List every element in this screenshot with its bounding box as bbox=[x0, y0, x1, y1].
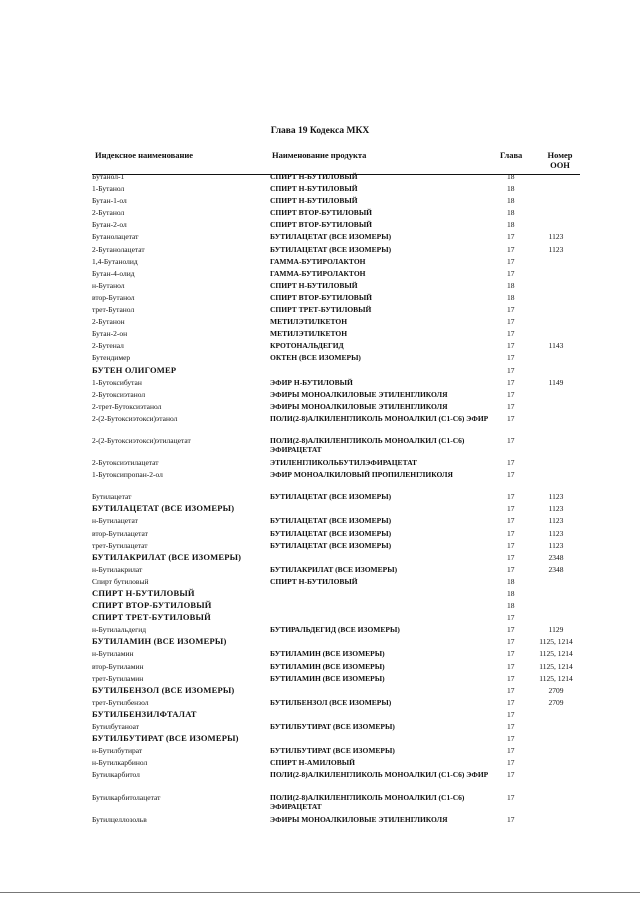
product-name-cell: ПОЛИ(2-8)АЛКИЛЕНГЛИКОЛЬ МОНОАЛКИЛ (С1-С6) ЭФИР bbox=[270, 413, 489, 423]
product-name-cell: БУТИЛАЦЕТАТ (ВСЕ ИЗОМЕРЫ) bbox=[270, 492, 392, 502]
index-name-cell: трет-Бутилацетат bbox=[92, 540, 148, 550]
chapter-cell: 18 bbox=[507, 184, 515, 194]
product-name-cell: БУТИЛАМИН (ВСЕ ИЗОМЕРЫ) bbox=[270, 673, 385, 683]
index-name-cell: 2-трет-Бутоксиэтанол bbox=[92, 401, 162, 411]
index-name-cell: 1-Бутоксипропан-2-ол bbox=[92, 470, 163, 480]
index-name-cell: 2-Бутанон bbox=[92, 317, 125, 327]
index-name-cell: 2-Бутенал bbox=[92, 341, 124, 351]
table-row bbox=[0, 293, 640, 305]
product-name-cell: БУТИЛАКРИЛАТ (ВСЕ ИЗОМЕРЫ) bbox=[270, 564, 398, 574]
un-number-cell: 2348 bbox=[548, 552, 564, 562]
chapter-cell: 17 bbox=[507, 389, 515, 399]
un-number-cell: 1123 bbox=[548, 516, 564, 526]
product-name-cell: БУТИЛАЦЕТАТ (ВСЕ ИЗОМЕРЫ) bbox=[270, 540, 392, 550]
table-row bbox=[0, 504, 640, 516]
chapter-cell: 17 bbox=[507, 625, 515, 635]
chapter-cell: 17 bbox=[507, 734, 515, 744]
chapter-cell: 17 bbox=[507, 685, 515, 695]
index-name-cell: 2-(2-Бутоксиэтокси)этанол bbox=[92, 413, 178, 423]
index-name-cell: н-Бутилкарбинол bbox=[92, 758, 148, 768]
un-number-cell: 1123 bbox=[548, 528, 564, 538]
chapter-cell: 17 bbox=[507, 637, 515, 647]
chapter-cell: 17 bbox=[507, 470, 515, 480]
chapter-cell: 17 bbox=[507, 401, 515, 411]
header-un-number: Номер ООН bbox=[547, 150, 573, 170]
chapter-cell: 17 bbox=[507, 540, 515, 550]
product-name-cell: ЭФИРЫ МОНОАЛКИЛОВЫЕ ЭТИЛЕНГЛИКОЛЯ bbox=[270, 401, 448, 411]
product-name-cell: БУТИЛБЕНЗОЛ (ВСЕ ИЗОМЕРЫ) bbox=[270, 697, 392, 707]
table-row bbox=[0, 402, 640, 414]
un-number-cell: 1123 bbox=[548, 540, 564, 550]
index-name-cell: СПИРТ ТРЕТ-БУТИЛОВЫЙ bbox=[92, 612, 211, 623]
index-name-cell: БУТИЛБЕНЗИЛФТАЛАТ bbox=[92, 708, 197, 719]
table-row bbox=[0, 232, 640, 244]
chapter-cell: 18 bbox=[507, 280, 515, 290]
table-row bbox=[0, 208, 640, 220]
chapter-cell: 17 bbox=[507, 232, 515, 242]
page-bottom-line bbox=[0, 892, 640, 893]
chapter-cell: 17 bbox=[507, 613, 515, 623]
table-row bbox=[0, 390, 640, 402]
index-name-cell: Бутан-2-ол bbox=[92, 220, 127, 230]
product-name-cell: ЭТИЛЕНГЛИКОЛЬБУТИЛЭФИРАЦЕТАТ bbox=[270, 458, 417, 468]
un-number-cell: 2709 bbox=[548, 685, 564, 695]
product-name-cell: СПИРТ Н-БУТИЛОВЫЙ bbox=[270, 576, 358, 586]
index-name-cell: трет-Бутиламин bbox=[92, 673, 144, 683]
product-name-cell: МЕТИЛЭТИЛКЕТОН bbox=[270, 317, 348, 327]
chapter-cell: 17 bbox=[507, 709, 515, 719]
table-row bbox=[0, 686, 640, 698]
un-number-cell: 1123 bbox=[548, 492, 564, 502]
index-name-cell: н-Бутилбутират bbox=[92, 746, 143, 756]
table-row bbox=[0, 565, 640, 577]
chapter-cell: 17 bbox=[507, 458, 515, 468]
table-row bbox=[0, 516, 640, 528]
index-name-cell: 2-(2-Бутоксиэтокси)этилацетат bbox=[92, 435, 191, 445]
index-name-cell: н-Бутилальдегид bbox=[92, 625, 147, 635]
table-row bbox=[0, 553, 640, 565]
index-name-cell: Бутилацетат bbox=[92, 492, 132, 502]
un-number-cell: 1143 bbox=[548, 341, 564, 351]
table-row bbox=[0, 269, 640, 281]
product-name-cell: БУТИЛБУТИРАТ (ВСЕ ИЗОМЕРЫ) bbox=[270, 722, 395, 732]
index-name-cell: БУТИЛАМИН (ВСЕ ИЗОМЕРЫ) bbox=[92, 636, 227, 647]
chapter-cell: 17 bbox=[507, 661, 515, 671]
product-name-cell: БУТИЛАЦЕТАТ (ВСЕ ИЗОМЕРЫ) bbox=[270, 232, 392, 242]
index-name-cell: н-Бутиламин bbox=[92, 649, 134, 659]
table-row bbox=[0, 378, 640, 390]
chapter-cell: 17 bbox=[507, 722, 515, 732]
chapter-cell: 18 bbox=[507, 196, 515, 206]
product-name-cell: СПИРТ Н-АМИЛОВЫЙ bbox=[270, 758, 355, 768]
product-name-cell: БУТИЛАМИН (ВСЕ ИЗОМЕРЫ) bbox=[270, 649, 385, 659]
index-name-cell: 2-Бутоксиэтанол bbox=[92, 389, 146, 399]
product-name-cell: ПОЛИ(2-8)АЛКИЛЕНГЛИКОЛЬ МОНОАЛКИЛ (С1-С6) ЭФИРАЦЕТАТ bbox=[270, 435, 465, 454]
table-row bbox=[0, 414, 640, 436]
product-name-cell: ПОЛИ(2-8)АЛКИЛЕНГЛИКОЛЬ МОНОАЛКИЛ (С1-С6) ЭФИРАЦЕТАТ bbox=[270, 792, 465, 811]
index-name-cell: 1-Бутоксибутан bbox=[92, 377, 142, 387]
product-name-cell: ГАММА-БУТИРОЛАКТОН bbox=[270, 268, 366, 278]
table-row bbox=[0, 184, 640, 196]
table-row bbox=[0, 353, 640, 365]
index-name-cell: Бутилцеллозольв bbox=[92, 814, 147, 824]
chapter-cell: 17 bbox=[507, 528, 515, 538]
product-name-cell: БУТИЛАЦЕТАТ (ВСЕ ИЗОМЕРЫ) bbox=[270, 516, 392, 526]
un-number-cell: 2709 bbox=[548, 697, 564, 707]
chapter-cell: 17 bbox=[507, 758, 515, 768]
table-row bbox=[0, 196, 640, 208]
chapter-cell: 17 bbox=[507, 673, 515, 683]
index-name-cell: втор-Бутанол bbox=[92, 292, 135, 302]
product-name-cell: КРОТОНАЛЬДЕГИД bbox=[270, 341, 344, 351]
product-table bbox=[0, 172, 640, 827]
un-number-cell: 1149 bbox=[548, 377, 564, 387]
index-name-cell: 2-Бутоксиэтилацетат bbox=[92, 458, 159, 468]
chapter-cell: 17 bbox=[507, 353, 515, 363]
chapter-cell: 17 bbox=[507, 649, 515, 659]
index-name-cell: Бутан-2-он bbox=[92, 329, 128, 339]
product-name-cell: БУТИЛАЦЕТАТ (ВСЕ ИЗОМЕРЫ) bbox=[270, 244, 392, 254]
un-number-cell: 1125, 1214 bbox=[539, 649, 573, 659]
chapter-cell: 18 bbox=[507, 292, 515, 302]
chapter-cell: 17 bbox=[507, 770, 515, 780]
index-name-cell: Бутан-1-ол bbox=[92, 196, 127, 206]
un-number-cell: 1125, 1214 bbox=[539, 661, 573, 671]
table-row bbox=[0, 172, 640, 184]
index-name-cell: 2-Бутанол bbox=[92, 208, 125, 218]
chapter-cell: 18 bbox=[507, 576, 515, 586]
chapter-cell: 17 bbox=[507, 305, 515, 315]
index-name-cell: Бутендимер bbox=[92, 353, 131, 363]
header-index-name: Индексное наименование bbox=[95, 150, 194, 160]
chapter-cell: 18 bbox=[507, 172, 515, 181]
chapter-cell: 17 bbox=[507, 341, 515, 351]
chapter-cell: 17 bbox=[507, 504, 515, 514]
table-row bbox=[0, 710, 640, 722]
table-row bbox=[0, 257, 640, 269]
index-name-cell: н-Бутилакрилат bbox=[92, 564, 143, 574]
chapter-cell: 17 bbox=[507, 244, 515, 254]
product-name-cell: СПИРТ Н-БУТИЛОВЫЙ bbox=[270, 172, 358, 181]
table-row bbox=[0, 220, 640, 232]
index-name-cell: втор-Бутиламин bbox=[92, 661, 144, 671]
chapter-cell: 17 bbox=[507, 377, 515, 387]
table-row bbox=[0, 541, 640, 553]
product-name-cell: СПИРТ ВТОР-БУТИЛОВЫЙ bbox=[270, 292, 373, 302]
table-row bbox=[0, 662, 640, 674]
page-title: Глава 19 Кодекса МКХ bbox=[270, 126, 370, 136]
chapter-cell: 18 bbox=[507, 208, 515, 218]
product-name-cell: ПОЛИ(2-8)АЛКИЛЕНГЛИКОЛЬ МОНОАЛКИЛ (С1-С6) ЭФИР bbox=[270, 770, 489, 780]
index-name-cell: СПИРТ Н-БУТИЛОВЫЙ bbox=[92, 588, 195, 598]
index-name-cell: Бутилкарбитолацетат bbox=[92, 792, 161, 802]
index-name-cell: Бутанол-1 bbox=[92, 172, 125, 181]
table-row bbox=[0, 341, 640, 353]
chapter-cell: 17 bbox=[507, 552, 515, 562]
un-number-cell: 2348 bbox=[548, 564, 564, 574]
chapter-cell: 18 bbox=[507, 601, 515, 611]
header-product-name: Наименование продукта bbox=[272, 150, 367, 160]
index-name-cell: 1-Бутанол bbox=[92, 184, 125, 194]
chapter-cell: 17 bbox=[507, 317, 515, 327]
table-row bbox=[0, 793, 640, 815]
table-row bbox=[0, 770, 640, 792]
index-name-cell: СПИРТ ВТОР-БУТИЛОВЫЙ bbox=[92, 600, 212, 611]
chapter-cell: 18 bbox=[507, 589, 515, 598]
product-name-cell: ЭФИР МОНОАЛКИЛОВЫЙ ПРОПИЛЕНГЛИКОЛЯ bbox=[270, 470, 453, 480]
product-name-cell: БУТИЛАЦЕТАТ (ВСЕ ИЗОМЕРЫ) bbox=[270, 528, 392, 538]
index-name-cell: трет-Бутанол bbox=[92, 305, 135, 315]
chapter-cell: 17 bbox=[507, 492, 515, 502]
product-name-cell: МЕТИЛЭТИЛКЕТОН bbox=[270, 329, 348, 339]
chapter-cell: 18 bbox=[507, 220, 515, 230]
chapter-cell: 17 bbox=[507, 256, 515, 266]
table-row bbox=[0, 458, 640, 470]
chapter-cell: 17 bbox=[507, 697, 515, 707]
table-row bbox=[0, 674, 640, 686]
product-name-cell: СПИРТ Н-БУТИЛОВЫЙ bbox=[270, 280, 358, 290]
table-row bbox=[0, 470, 640, 492]
index-name-cell: Бутилкарбитол bbox=[92, 770, 140, 780]
product-name-cell: ЭФИРЫ МОНОАЛКИЛОВЫЕ ЭТИЛЕНГЛИКОЛЯ bbox=[270, 814, 448, 824]
chapter-cell: 17 bbox=[507, 329, 515, 339]
product-name-cell: СПИРТ ВТОР-БУТИЛОВЫЙ bbox=[270, 220, 373, 230]
product-name-cell: БУТИЛБУТИРАТ (ВСЕ ИЗОМЕРЫ) bbox=[270, 746, 395, 756]
product-name-cell: СПИРТ ВТОР-БУТИЛОВЫЙ bbox=[270, 208, 373, 218]
chapter-cell: 17 bbox=[507, 792, 515, 802]
un-number-cell: 1123 bbox=[548, 244, 564, 254]
table-row bbox=[0, 329, 640, 341]
table-row bbox=[0, 305, 640, 317]
product-name-cell: БУТИРАЛЬДЕГИД (ВСЕ ИЗОМЕРЫ) bbox=[270, 625, 400, 635]
product-name-cell: СПИРТ Н-БУТИЛОВЫЙ bbox=[270, 196, 358, 206]
chapter-cell: 17 bbox=[507, 746, 515, 756]
index-name-cell: трет-Бутилбензол bbox=[92, 697, 149, 707]
un-number-cell: 1125, 1214 bbox=[539, 637, 573, 647]
index-name-cell: БУТИЛАЦЕТАТ (ВСЕ ИЗОМЕРЫ) bbox=[92, 503, 235, 514]
chapter-cell: 17 bbox=[507, 268, 515, 278]
table-row bbox=[0, 815, 640, 827]
index-name-cell: БУТИЛБУТИРАТ (ВСЕ ИЗОМЕРЫ) bbox=[92, 733, 239, 744]
chapter-cell: 17 bbox=[507, 365, 515, 375]
chapter-cell: 17 bbox=[507, 413, 515, 423]
un-number-cell: 1123 bbox=[548, 232, 564, 242]
product-name-cell: СПИРТ Н-БУТИЛОВЫЙ bbox=[270, 184, 358, 194]
product-name-cell: СПИРТ ТРЕТ-БУТИЛОВЫЙ bbox=[270, 305, 372, 315]
index-name-cell: БУТЕН ОЛИГОМЕР bbox=[92, 364, 177, 375]
table-row bbox=[0, 734, 640, 746]
index-name-cell: н-Бутилацетат bbox=[92, 516, 138, 526]
table-row bbox=[0, 637, 640, 649]
table-row bbox=[0, 649, 640, 661]
product-name-cell: ГАММА-БУТИРОЛАКТОН bbox=[270, 256, 366, 266]
table-row bbox=[0, 758, 640, 770]
table-row bbox=[0, 281, 640, 293]
index-name-cell: БУТИЛАКРИЛАТ (ВСЕ ИЗОМЕРЫ) bbox=[92, 551, 242, 562]
index-name-cell: 1,4-Бутанолид bbox=[92, 256, 138, 266]
index-name-cell: БУТИЛБЕНЗОЛ (ВСЕ ИЗОМЕРЫ) bbox=[92, 684, 235, 695]
un-number-cell: 1125, 1214 bbox=[539, 673, 573, 683]
index-name-cell: Бутилбутаноат bbox=[92, 722, 140, 732]
index-name-cell: 2-Бутанолацетат bbox=[92, 244, 145, 254]
table-row bbox=[0, 366, 640, 378]
index-name-cell: Бутан-4-олид bbox=[92, 268, 135, 278]
index-name-cell: н-Бутанол bbox=[92, 280, 125, 290]
table-row bbox=[0, 436, 640, 458]
table-row bbox=[0, 613, 640, 625]
product-name-cell: БУТИЛАМИН (ВСЕ ИЗОМЕРЫ) bbox=[270, 661, 385, 671]
table-row bbox=[0, 746, 640, 758]
un-number-cell: 1129 bbox=[548, 625, 564, 635]
chapter-cell: 17 bbox=[507, 814, 515, 824]
product-name-cell: ЭФИР Н-БУТИЛОВЫЙ bbox=[270, 377, 353, 387]
table-row bbox=[0, 245, 640, 257]
chapter-cell: 17 bbox=[507, 435, 515, 445]
index-name-cell: Бутанолацетат bbox=[92, 232, 139, 242]
header-chapter: Глава bbox=[500, 150, 523, 160]
product-name-cell: ОКТЕН (ВСЕ ИЗОМЕРЫ) bbox=[270, 353, 361, 363]
chapter-cell: 17 bbox=[507, 516, 515, 526]
chapter-cell: 17 bbox=[507, 564, 515, 574]
product-name-cell: ЭФИРЫ МОНОАЛКИЛОВЫЕ ЭТИЛЕНГЛИКОЛЯ bbox=[270, 389, 448, 399]
table-row bbox=[0, 317, 640, 329]
index-name-cell: втор-Бутилацетат bbox=[92, 528, 148, 538]
table-row bbox=[0, 529, 640, 541]
index-name-cell: Спирт бутиловый bbox=[92, 576, 149, 586]
un-number-cell: 1123 bbox=[548, 504, 564, 514]
